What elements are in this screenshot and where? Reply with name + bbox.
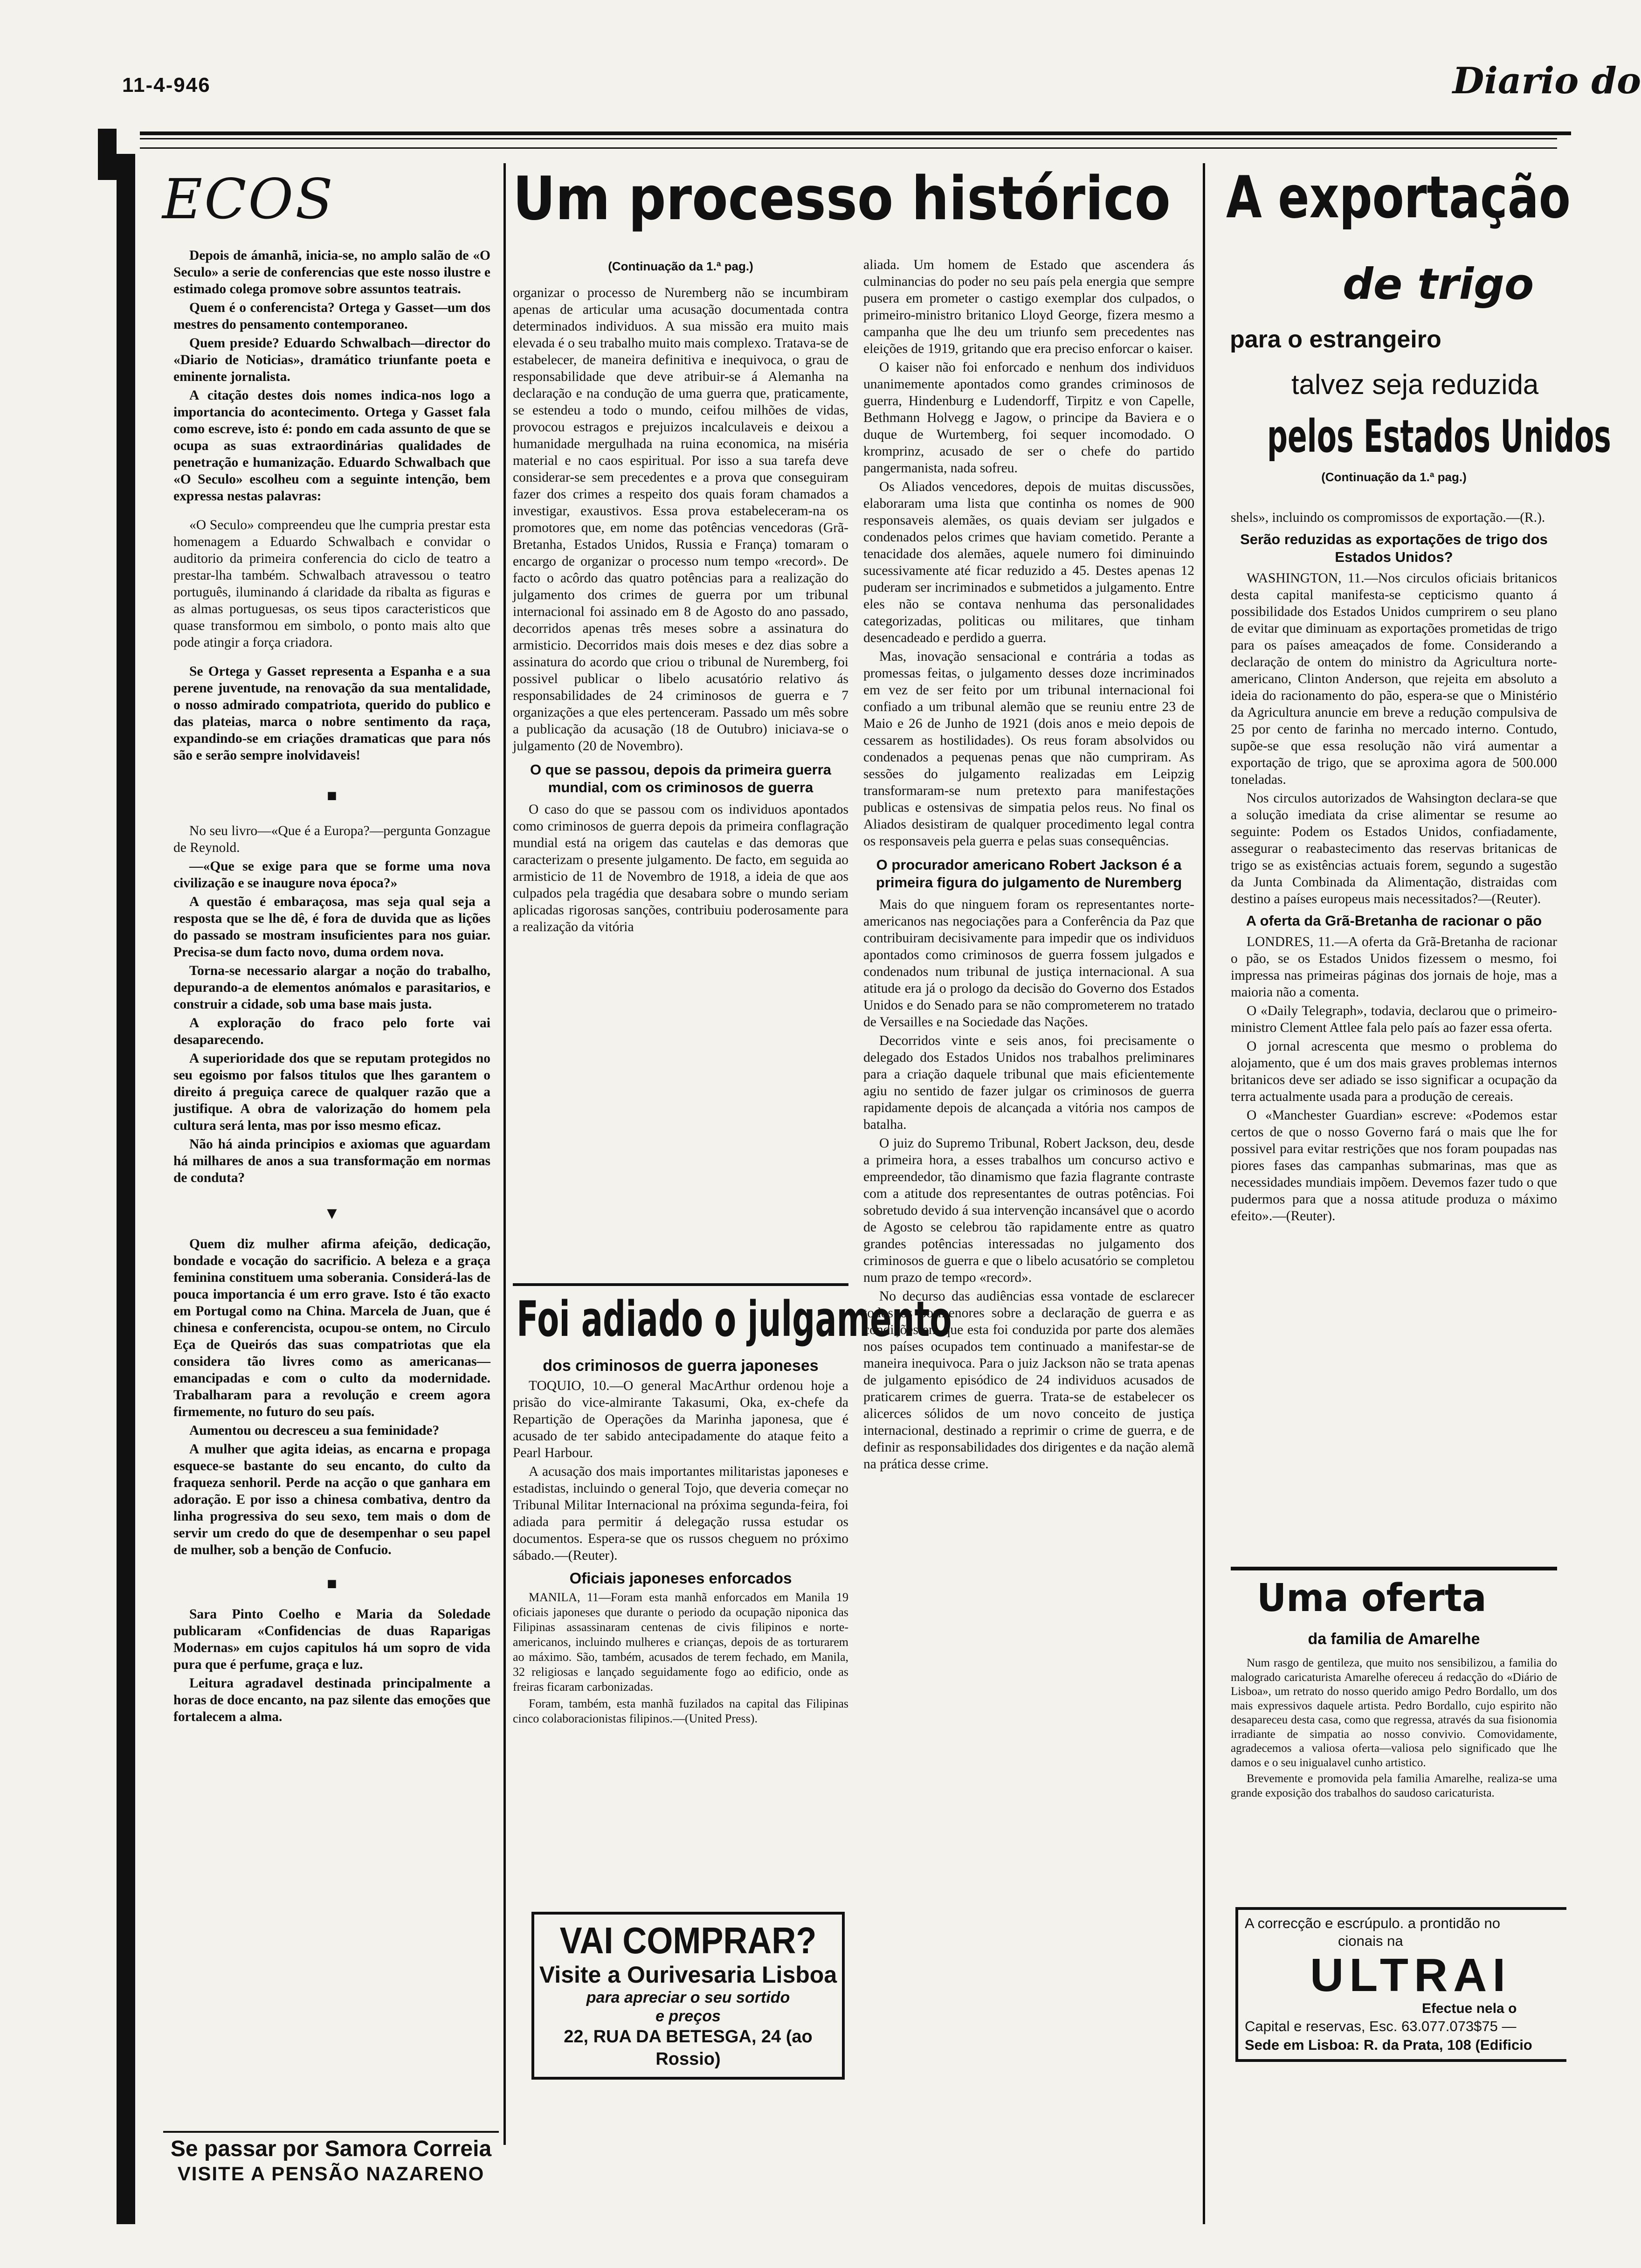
exportacao-paragraph: O «Manchester Guardian» escreve: «Podemos estar certos de que o nosso Governo fará o mais que lhe for possivel para evitar restrições que nos foram poupadas nas piores fases das campanhas submarinas, mas que as necessidades mundiais impõem. Devemos fazer tudo o que pudermos para que a nossa atitude produza o máximo efeito».—(Reuter). (1231, 1108, 1557, 1224)
ecos-paragraph: A questão é embaraçosa, mas seja qual seja a resposta que se lhe dê, é fora de duvida que as lições do passado se mostram insuficientes para nos guiar. Precisa-se dum facto novo, duma ordem nova. (173, 894, 490, 960)
exportacao-subhead: Serão reduzidas as exportações de trigo dos Estados Unidos? (1240, 531, 1548, 565)
ultra-ad-line1: A correcção e escrúpulo. a prontidão no (1245, 1915, 1501, 1931)
ourivesaria-ad (531, 1912, 845, 2080)
adiado-paragraph: MANILA, 11—Foram esta manhã enforcados em Manila 19 oficiais japoneses que durante o periodo da ocupação niponica das Filipinas assassinaram centenas de civis filipinos e norte-americanos, incluindo mulheres e crianças, depois de as torturarem ao máximo. São, também, acusados de terem fechado, em Manila, 32 religiosas e lançado seguidamente fogo ao edificio, onde as freiras ficaram carbonizadas. (513, 1590, 848, 1694)
exportacao-paragraph: LONDRES, 11.—A oferta da Grã-Bretanha de racionar o pão, se os Estados Unidos fizessem o mesmo, foi impressa nas primeiras páginas dos jornais de hoje, mas a maioria não a comenta. (1231, 934, 1557, 1000)
ecos-paragraph: Quem preside? Eduardo Schwalbach—director do «Diario de Noticias», dramático triunfante poeta e eminente jornalista. (173, 336, 490, 384)
adiado-paragraph: A acusação dos mais importantes militaristas japoneses e estadistas, incluindo o general Tojo, que deveria começar no Tribunal Militar Internacional na próxima segunda-feira, foi adiada para permitir á delegação russa estudar os documentos. Espera-se que os russos cheguem no próximo sábado.—(Reuter). (513, 1464, 848, 1563)
processo-paragraph: Mais do que ninguem foram os representantes norte-americanos nas negociações para a Conferência da Paz que contribuiram decisivamente para impedir que os individuos apontados como criminosos de guerra fossem julgados e condenados num tribunal de justiça internacional. A sua atitude era já o prologo da decisão do Governo dos Estados Unidos e do Senado para se não comprometerem no tratado de Versailles e na Sociedade das Nações. (863, 897, 1194, 1030)
adiado-subhead: Oficiais japoneses enforcados (569, 1570, 792, 1587)
ecos-paragraph: Não há ainda principios e axiomas que aguardam há milhares de anos a sua transformação em normas de conduta? (173, 1137, 490, 1185)
processo-subhead: O procurador americano Robert Jackson é a primeira figura do julgamento de Nuremberg (876, 857, 1182, 891)
processo-column-1 (513, 284, 848, 937)
adiado-rule (513, 1283, 848, 1286)
ecos-paragraph: Se Ortega y Gasset representa a Espanha e a sua perene juventude, na renovação da sua mentalidade, o nosso admirado compatriota, querido do publico e das plateias, marca o nobre sentimento da raça, expandindo-se em criações dramaticas que para nós são e serão sempre inolvidaveis! (173, 664, 490, 763)
ecos-paragraph: A superioridade dos que se reputam protegidos no seu egoismo por falsos titulos que lhes garantem o direito á preguiça carece de qualquer razão que a justifique. A obra de valorização do homem pela cultura será lenta, mas por isso mesmo eficaz. (173, 1051, 490, 1133)
ecos-paragraph: Depois de ámanhã, inicia-se, no amplo salão de «O Seculo» a serie de conferencias que este nosso ilustre e estimado colega promove sobre assuntos teatrais. (173, 248, 490, 297)
processo-paragraph: O juiz do Supremo Tribunal, Robert Jackson, deu, desde a primeira hora, a esses trabalhos um concurso activo e empreendedor, tão dinamismo que fazia flagrante contraste com a atitude dos representantes de outras potências. Foi sobretudo devido á sua intervenção incansável que o acordo de Agosto se celebrou tão rapidamente entre as quatro grandes potências interessadas no julgamento dos criminosos de guerra e que o libelo acusatório se completou num prazo de tempo «record». (863, 1136, 1194, 1285)
processo-paragraph: O caso do que se passou com os individuos apontados como criminosos de guerra depois da primeira conflagração mundial está na origem das cautelas e das demoras que caracterizam o presente julgamento. De facto, em seguida ao armisticio de 11 de Novembro de 1918, a ideia de que aos culpados pela tragédia que desabara sobre o mundo seriam aplicadas rigorosas sanções, contribuiu poderosamente para a realização da vitória (513, 802, 848, 934)
exportacao-continuation: (Continuação da 1.ª pag.) (1321, 470, 1467, 484)
oferta-headline: Uma oferta (1257, 1576, 1487, 1620)
exportacao-paragraph: WASHINGTON, 11.—Nos circulos oficiais britanicos desta capital manifesta-se cepticismo quanto á possibilidade dos Estados Unidos cumprirem o seu plano de evitar que diminuam as exportações prometidas de trigo para os países ameaçados de fome. Considerando a declaração de ontem do ministro da Agricultura norte-americano, Clinton Anderson, que rejeita em absoluto a ideia do racionamento do pão, espera-se que o Ministério da Agricultura anuncie em breve a redução compulsiva de 25 por cento de farinha no mercado interno. Contudo, supõe-se que essa resolução não virá aumentar a exportação de trigo, que se aproxima agora de 500.000 toneladas. (1231, 571, 1557, 787)
ecos-paragraph: Quem diz mulher afirma afeição, dedicação, bondade e vocação do sacrificio. A beleza e a graça feminina constituem uma soberania. Considerá-las de pouca importancia é um erro grave. Isto é tão exacto em Portugal como na China. Marcela de Juan, que é chinesa e conferencista, ocupou-se ontem, no Circulo Eça de Queirós das suas compatriotas que ela considera tão livres como as americanas—emancipadas e com o culto da modernidade. Trabalharam para a revolução e creem agora firmemente, no futuro do seu país. (173, 1237, 490, 1419)
ultra-ad (1235, 1907, 1566, 2062)
ecos-paragraph: «O Seculo» compreendeu que lhe cumpria prestar esta homenagem a Eduardo Schwalbach e convidar o auditorio da primeira conferencia do ciclo de teatro a prestar-lha também. Schwalbach atravessou o teatro português, iluminando á claridade da ribalta as figuras e as almas portuguesas, os seus tipos caracteristicos que quase transformou em simbolo, o ponto mais alto que pode atingir a força criadora. (173, 518, 490, 650)
oferta-paragraph: Num rasgo de gentileza, que muito nos sensibilizou, a familia do malogrado caricaturista Amarelhe ofereceu á redacção do «Diário de Lisboa», um retrato do nosso querido amigo Pedro Bordallo, um dos mais expressivos daquele artista. Pedro Bordallo, cujo espirito não desapareceu desta casa, como que regressa, através da sua fisionomia irradiante de simpatia ao nosso convivio. Comovidamente, agradecemos a valiosa oferta—valiosa pelo significado que lhe damos e o seu inigualavel cunho artistico. (1231, 1657, 1557, 1769)
processo-paragraph: O kaiser não foi enforcado e nenhum dos individuos unanimemente apontados como grandes criminosos de guerra, Hindenburg e Ludendorff, Tirpitz e von Capelle, Bethmann Holvegg e Jagow, o principe da Baviera e o duque de Wurtemberg, foi sequer incomodado. O kromprinz, acusado de ser o chefe do partido pangermanista, nada sofreu. (863, 360, 1194, 476)
processo-paragraph: Decorridos vinte e seis anos, foi precisamente o delegado dos Estados Unidos nos trabalhos preliminares para a criação daquele tribunal que mais eficientemente agiu no sentido de fazer julgar os criminosos de guerra rapidamente depois de alcançada a vitória nos campos de batalha. (863, 1033, 1194, 1132)
header-rule-bottom (140, 147, 1557, 149)
ecos-paragraph: Quem é o conferencista? Ortega y Gasset—um dos mestres do pensamento contemporaneo. (173, 300, 490, 332)
exportacao-deck-3: talvez seja reduzida (1291, 369, 1539, 400)
ecos-separator: ▼ (324, 1204, 340, 1223)
ecos-paragraph: Aumentou ou decresceu a sua feminidade? (189, 1423, 440, 1438)
ecos-separator: ■ (327, 1574, 337, 1593)
ecos-paragraph: No seu livro—«Que é a Europa?—pergunta Gonzague de Reynold. (173, 823, 490, 855)
exportacao-deck-4: pelos Estados Unidos (1267, 410, 1611, 463)
left-margin-bar (117, 154, 135, 2224)
exportacao-deck-2: para o estrangeiro (1230, 326, 1441, 353)
adiado-column (513, 1357, 848, 1728)
processo-headline: Um processo histórico (513, 164, 1171, 234)
exportacao-paragraph: shels», incluindo os compromissos de exportação.—(R.). (1231, 510, 1545, 525)
processo-continuation: (Continuação da 1.ª pag.) (608, 259, 753, 273)
pensao-ad (163, 2131, 499, 2186)
exportacao-paragraph: O jornal acrescenta que mesmo o problema do alojamento, que é um dos mais graves problemas internos britanicos deve ser adiado se isso significar a ocupação da terra actualmente usada para a produção de cereais. (1231, 1039, 1557, 1104)
processo-paragraph: No decurso das audiências essa vontade de esclarecer todos os pormenores sobre a declaração de guerra e as condições em que esta foi conduzida por parte dos alemães nos países ocupados tem continuado a manifestar-se de maneira inequivoca. Para o juiz Jackson não se trata apenas de julgamento episódico de 24 individuos acusados de praticarem crimes de guerra. Trata-se de estabelecer os alicerces sólidos de um novo conceito de justiça internacional, destinado a reprimir o crime de guerra, e de definir as responsabilidades dos dirigentes e da nação alemã na prática desse crime. (863, 1289, 1194, 1472)
masthead: Diario do (1452, 60, 1641, 102)
ecos-paragraph: —«Que se exige para que se forme uma nova civilização e se inaugure nova época?» (173, 859, 490, 891)
issue-date: 11-4-946 (122, 74, 211, 97)
ourivesaria-ad-line4: e preços (655, 2007, 721, 2025)
processo-paragraph: organizar o processo de Nuremberg não se incumbiram apenas de articular uma acusação documentada contra determinados individuos. A sua missão era muito mais elevada é o seu trabalho muito mais complexo. Tratava-se de estabelecer, de maneira definitiva e inequivoca, o grau de responsabilidade que deve atribuir-se á Alemanha na declaração e na condução de uma guerra que, praticamente, se estendeu a todo o mundo, ceifou milhões de vidas, provocou estragos e prejuizos incalculaveis e deixou a humanidade mergulhada na ruina economica, na miséria material e no caos espiritual. Por isso a sua tarefa deve considerar-se sem precedentes e a prova que conseguiram fazer dos crimes a respeito dos quais foram chamados a investigar, exaustivos. Essa prova estabeleceram-na os promotores que, em nome das potências vencedoras (Grã-Bretanha, Estados Unidos, Russia e França) tomaram o encargo de organizar o processo num tempo «record». De facto o acôrdo das quatro potências para a realização do julgamento dos crimes de guerra por um tribunal internacional foi assinado em 8 de Agosto do ano passado, decorridos apenas três meses sobre a assinatura do armisticio. Decorridos mais dois meses e dez dias sobre a assinatura do acordo que criou o tribunal de Nuremberg, foi possivel publicar o libelo acusatório relativo ás responsabilidades de 24 criminosos de guerra e 7 organizações a que eles pertenceram. Passado um mês sobre a publicação da acusação (18 de Outubro) iniciava-se o julgamento (20 de Novembro). (513, 285, 848, 754)
ourivesaria-ad-line3: para apreciar o seu sortido (586, 1989, 790, 2006)
adiado-headline: Foi adiado o julgamento (517, 1291, 952, 1348)
exportacao-deck-1: de trigo (1343, 259, 1534, 309)
ultra-ad-line3: Efectue nela o (1422, 2001, 1517, 2016)
ecos-title: ECOS (162, 167, 335, 231)
oferta-subtitle: da familia de Amarelhe (1308, 1630, 1480, 1648)
oferta-paragraph: Brevemente e promovida pela familia Amarelhe, realiza-se uma grande exposição dos trabalhos do saudoso caricaturista. (1231, 1772, 1557, 1799)
ultra-ad-line5: Sede em Lisboa: R. da Prata, 108 (Edificio (1245, 2037, 1532, 2053)
adiado-paragraph: TOQUIO, 10.—O general MacArthur ordenou hoje a prisão do vice-almirante Takasumi, Oka, ex-chefe da Repartição de Operações da Marinha japonesa, que é acusado de ter sabido antecipadamente do ataque feito a Pearl Harbour. (513, 1378, 848, 1460)
ecos-separator: ■ (327, 786, 337, 805)
ultra-ad-brand: ULTRAI (1310, 1949, 1511, 2001)
edge-mark (1552, 131, 1571, 135)
ultra-ad-line4: Capital e reservas, Esc. 63.077.073$75 — (1245, 2018, 1517, 2034)
header-rule-thin (140, 138, 1557, 139)
oferta-column (1231, 1656, 1557, 1802)
column-rule-3 (1203, 163, 1205, 2224)
exportacao-paragraph: Nos circulos autorizados de Wahsington declara-se que a solução imediata da crise alimentar se resume ao seguinte: Podem os Estados Unidos, confiadamente, assegurar o reabastecimento das reservas britanicas de trigo se as existências actuais forem, segundo a sugestão da Junta Combinada da Alimentação, distraidas com destino a países europeus mais necessitados?—(Reuter). (1231, 791, 1557, 906)
ecos-paragraph: Sara Pinto Coelho e Maria da Soledade publicaram «Confidencias de duas Raparigas Modernas» em cujos capitulos há um sopro de vida pura que é perfume, graça e luz. (173, 1607, 490, 1672)
oferta-rule (1231, 1567, 1557, 1570)
processo-paragraph: aliada. Um homem de Estado que ascendera ás culminancias do poder no seu país pela energia que sempre pusera em prometer o castigo exemplar dos culpados, o primeiro-ministro britanico Lloyd George, fizera mesmo a campanha que lhe deu um triunfo sem precedentes nas eleições de 1919, gritando que era preciso enforcar o kaiser. (863, 257, 1194, 356)
processo-paragraph: Os Aliados vencedores, depois de muitas discussões, elaboraram uma lista que continha os nomes de 900 responsaveis alemães, os quais deviam ser julgados e condenados pelos crimes que haviam cometido. Perante a tenacidade dos alemães, aquele numero foi diminuindo sucessivamente até ficar reduzido a 45. Destes apenas 12 puderam ser incriminados e submetidos a julgamento. Entre eles não se contava nenhuma das personalidades categorizadas, politicas ou militares, que tinham desencadeado e perdido a guerra. (863, 479, 1194, 645)
processo-subhead: O que se passou, depois da primeira guerra mundial, com os criminosos de guerra (530, 761, 832, 795)
ecos-paragraph: Torna-se necessario alargar a noção do trabalho, depurando-a de elementos anómalos e parasitarios, e construir a cidade, sob uma base mais justa. (173, 963, 490, 1012)
ecos-paragraph: Leitura agradavel destinada principalmente a horas de doce encanto, na paz silente das emoções que fortalecem a alma. (173, 1676, 490, 1724)
column-rule-1 (503, 163, 506, 2145)
exportacao-subhead: A oferta da Grã-Bretanha de racionar o pão (1246, 913, 1542, 929)
exportacao-column (1231, 509, 1557, 1226)
ourivesaria-ad-line1: VAI COMPRAR? (559, 1920, 817, 1961)
ourivesaria-ad-line5: 22, RUA DA BETESGA, 24 (ao Rossio) (564, 2027, 813, 2069)
exportacao-paragraph: O «Daily Telegraph», todavia, declarou que o primeiro-ministro Clement Attlee fala pelo país ao fazer essa oferta. (1231, 1003, 1557, 1035)
exportacao-headline: A exportação (1226, 164, 1571, 231)
ecos-column (173, 247, 490, 1727)
corner-block (98, 129, 117, 180)
ultra-ad-line2: cionais na (1338, 1933, 1403, 1949)
pensao-ad-line2: VISITE A PENSÃO NAZARENO (177, 2163, 485, 2185)
ecos-paragraph: A mulher que agita ideias, as encarna e propaga esquece-se bastante do seu encanto, do culto da fraqueza senhoril. Perde na acção o que ganhara em adoração. E por isso a chinesa combativa, dentro da linha progressiva do seu sexo, tem mais o dom de servir um credo do que de desempenhar o seu papel de mulher, sob a benção de Confucio. (173, 1442, 490, 1557)
adiado-paragraph: Foram, também, esta manhã fuzilados na capital das Filipinas cinco colaboracionistas filipinos.—(United Press). (513, 1697, 848, 1725)
processo-paragraph: Mas, inovação sensacional e contrária a todas as promessas feitas, o julgamento desses doze incriminados em vez de ser feito por um tribunal internacional foi confiado a um tribunal alemão que se reuniu entre 23 de Maio e 26 de Junho de 1921 (dois anos e meio depois de cessarem as hostilidades). Os reus foram absolvidos ou condenados a pequenas penas que não cumpriram. As sessões do julgamento realizadas em Leipzig transformaram-se num pretexto para manifestações publicas e ostensivas de simpatia pelos reus. No final os Aliados desistiram de qualquer procedimento legal contra os responsaveis pela guerra e pelas suas consequências. (863, 649, 1194, 849)
adiado-subtitle: dos criminosos de guerra japoneses (543, 1357, 819, 1375)
ourivesaria-ad-line2: Visite a Ourivesaria Lisboa (539, 1962, 837, 1988)
header-rule-top (140, 131, 1557, 135)
pensao-ad-line1: Se passar por Samora Correia (170, 2137, 492, 2161)
ecos-paragraph: A citação destes dois nomes indica-nos logo a importancia do acontecimento. Ortega y Gasset fala como escreve, isto é: pondo em cada assunto de que se ocupa as suas extraordinárias qualidades de penetração e humanização. Eduardo Schwalbach que «O Seculo» escolheu com a seguinte intenção, bem expressa nestas palavras: (173, 388, 490, 504)
ecos-paragraph: A exploração do fraco pelo forte vai desaparecendo. (173, 1016, 490, 1047)
